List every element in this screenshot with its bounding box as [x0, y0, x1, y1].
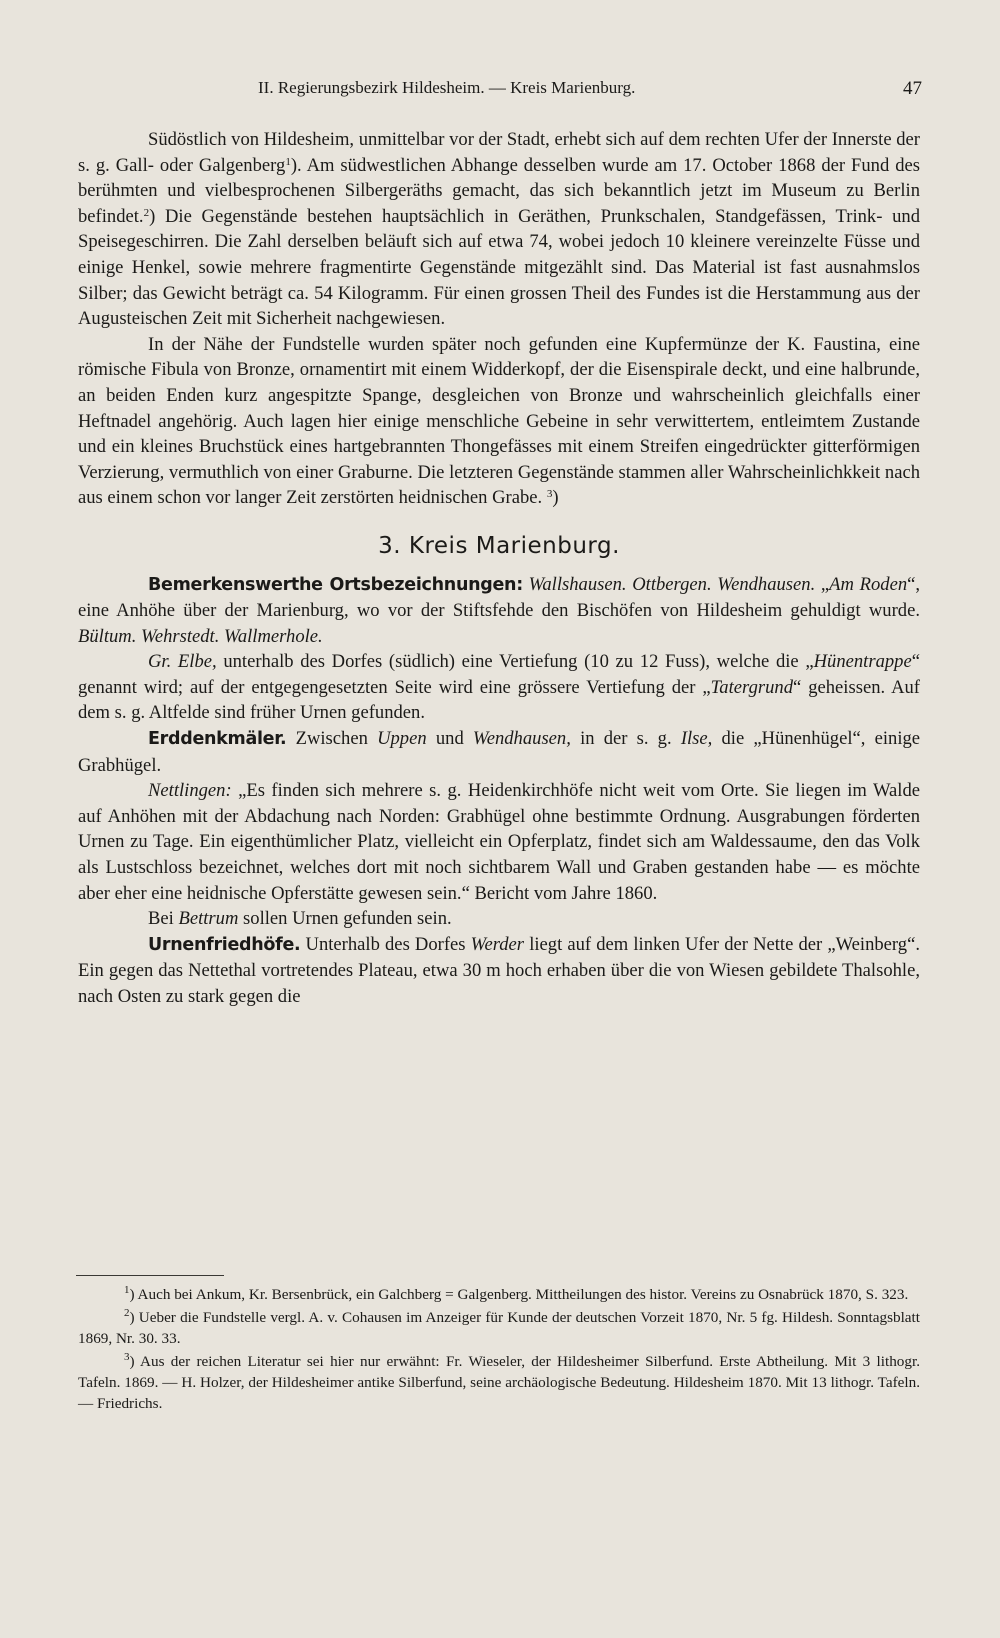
text-run: in der s. g. [580, 728, 672, 750]
footnote-rule [76, 1275, 224, 1276]
paragraph-urnenfriedhoefe [78, 932, 920, 1010]
place-name: Am Roden [829, 573, 908, 595]
footnote-2 [78, 1307, 920, 1349]
section-title: 3. Kreis Marienburg. [378, 532, 620, 559]
place-name: Ottbergen. [632, 573, 712, 595]
place-name: Wendhausen. [717, 573, 816, 595]
text-run: “ geheissen. Auf dem s. g. Altfelde sind früher Urnen gefunden. [78, 676, 920, 724]
place-name: Nettlingen: [148, 780, 232, 802]
text-run: Zwischen [295, 728, 368, 750]
running-header [258, 78, 922, 98]
text-run: sollen Urnen gefunden sein. [243, 908, 452, 930]
label-urnenfriedhoefe: Urnenfriedhöfe. [148, 934, 301, 955]
footnote-mark: 3 [124, 1351, 130, 1363]
text-run: “, eine Anhöhe über der Marienburg, wo vor der Stiftsfehde den Bischöfen von Hildesheim gehuldigt wurde. [78, 573, 921, 622]
footnote-ref-2: 2 [143, 206, 150, 219]
place-name: Gr. Elbe, [148, 651, 217, 673]
place-name: Wallshausen. [528, 573, 627, 595]
footnotes [78, 1284, 920, 1416]
paragraph-erddenkmaeler [78, 726, 920, 778]
footnote-text: ) Ueber die Fundstelle vergl. A. v. Cohausen im Anzeiger für Kunde der deutschen Vorzeit 1870, Nr. 5 fg. Hildesh. Sonntagsblatt 1869, Nr. 30. 33. [78, 1309, 920, 1347]
text-run: die „Hünenhügel“, einige Grabhügel. [78, 728, 921, 776]
text-run: Unterhalb des Dorfes [305, 933, 466, 955]
place-name: Wallmerhole. [224, 625, 323, 647]
paragraph-gr-elbe [78, 649, 920, 726]
text-run: Bei [148, 908, 174, 930]
place-name: Wendhausen, [472, 728, 571, 750]
paragraph-fundstelle [78, 332, 920, 511]
page-number: 47 [903, 78, 922, 99]
footnote-1 [78, 1284, 920, 1305]
label-erddenkmaeler: Erddenkmäler. [148, 729, 287, 750]
text-run: und [435, 728, 464, 750]
text-run: „Es finden sich mehrere s. g. Heidenkirchhöfe nicht weit vom Orte. Sie liegen im Walde auf Anhöhen mit der Abdachung nach Norden: Grabhügel ohne bestimmte Ordnung. Ausgrabungen förderten Urnen zu Tage. Ein eigenthümlicher Platz, vielleicht ein Opferplatz, findet sich am Waldessaume, den das Volk als Lustschloss bezeichnet, welches dort mit noch sichtbarem Wall und Graben gestanden habe — es möchte aber eher eine heidnische Opferstätte gewesen sein.“ Bericht vom Jahre 1860. [78, 780, 920, 904]
text-run: liegt auf dem linken Ufer der Nette der „Weinberg“. Ein gegen das Nettethal vortretendes Plateau, etwa 30 m hoch erhaben über die von Wiesen gebildete Thalsohle, nach Osten zu stark gegen die [78, 933, 920, 1007]
place-name: Bettrum [178, 908, 239, 930]
footnote-mark: 2 [124, 1307, 130, 1319]
footnote-text: ) Aus der reichen Literatur sei hier nur erwähnt: Fr. Wieseler, der Hildesheimer Silberfund. Erste Abtheilung. Mit 3 lithogr. Tafeln. 1869. — H. Holzer, der Hildesheimer antike Silberfund, seine archäologische Bedeutung. Hildesheim 1870. Mit 13 lithogr. Tafeln. — Friedrichs. [78, 1353, 920, 1412]
place-name: Tatergrund [710, 676, 793, 698]
label-ortsbezeichnungen: Bemerkenswerthe Ortsbezeichnungen: [148, 574, 523, 595]
footnote-text: ) Auch bei Ankum, Kr. Bersenbrück, ein Galchberg = Galgenberg. Mittheilungen des histor. Vereins zu Osnabrück 1870, S. 323. [129, 1286, 909, 1303]
place-name: Werder [470, 933, 525, 955]
paragraph-ortsbezeichnungen [78, 572, 920, 650]
text-run: “ genannt wird; auf der entgegengesetzten Seite wird eine grössere Vertiefung der „ [78, 651, 920, 698]
text-run: „ [820, 573, 830, 595]
footnote-3 [78, 1351, 920, 1414]
footnote-ref-3: 3 [546, 488, 553, 501]
text-run: ) Die Gegenstände bestehen hauptsächlich in Geräthen, Prunkschalen, Standgefässen, Trink- und Speisegeschirren. Die Zahl derselben beläuft sich auf etwa 74, wobei jedoch 10 kleinere vereinzelte Füsse und einige Henkel, sowie mehrere fragmentirte Gegenstände mitgezählt sind. Das Material ist fast ausnahmslos Silber; das Gewicht beträgt ca. 54 Kilogramm. Für einen grossen Theil des Fundes ist die Herstammung aus der Augusteischen Zeit mit Sicherheit nachgewiesen. [78, 205, 920, 330]
main-text [78, 127, 920, 1010]
text-run: ) [552, 487, 559, 509]
running-head-title: II. Regierungsbezirk Hildesheim. — Kreis Marienburg. [258, 78, 636, 97]
footnote-ref-1: 1 [285, 155, 291, 168]
paragraph-galgenberg [78, 127, 920, 332]
text-run: Südöstlich von Hildesheim, unmittelbar vor der Stadt, erhebt sich auf dem rechten Ufer der Innerste der s. g. Gall- oder Galgenberg [78, 129, 920, 176]
text-run: unterhalb des Dorfes (südlich) eine Vertiefung (10 zu 12 Fuss), welche die „ [223, 651, 814, 673]
text-run: In der Nähe der Fundstelle wurden später noch gefunden eine Kupfermünze der K. Faustina, eine römische Fibula von Bronze, ornamentirt mit einem Widderkopf, der die Eisenspirale deckt, und eine halbrunde, an beiden Enden kurz angespitzte Spange, desgleichen von Bronze und wahrscheinlich gleichfalls einer Heftnadel angehörig. Auch lagen hier einige menschliche Gebeine in sehr verwittertem, entleimtem Zustande und ein kleines Bruchstück eines hartgebrannten Thongefässes mit einem Streifen eingedrückter gitterförmigen Verzierung, vermuthlich von einer Graburne. Die letzteren Gegenstände stammen aller Wahrscheinlichkkeit nach aus einem schon vor langer Zeit zerstörten heidnischen Grabe. [78, 333, 920, 509]
place-name: Ilse, [680, 728, 713, 750]
paragraph-bettrum [78, 906, 920, 932]
text-run: ). Am südwestlichen Abhange desselben wurde am 17. October 1868 der Fund des berühmten und vielbesprochenen Silbergeräths gemacht, das sich bekanntlich jetzt im Museum zu Berlin befindet. [78, 154, 921, 227]
place-name: Wehrstedt. [141, 625, 220, 647]
footnote-mark: 1 [124, 1284, 130, 1296]
place-name: Hünentrappe [813, 651, 912, 673]
place-name: Bültum. [78, 625, 137, 647]
paragraph-nettlingen [78, 778, 920, 906]
place-name: Uppen [377, 728, 427, 750]
